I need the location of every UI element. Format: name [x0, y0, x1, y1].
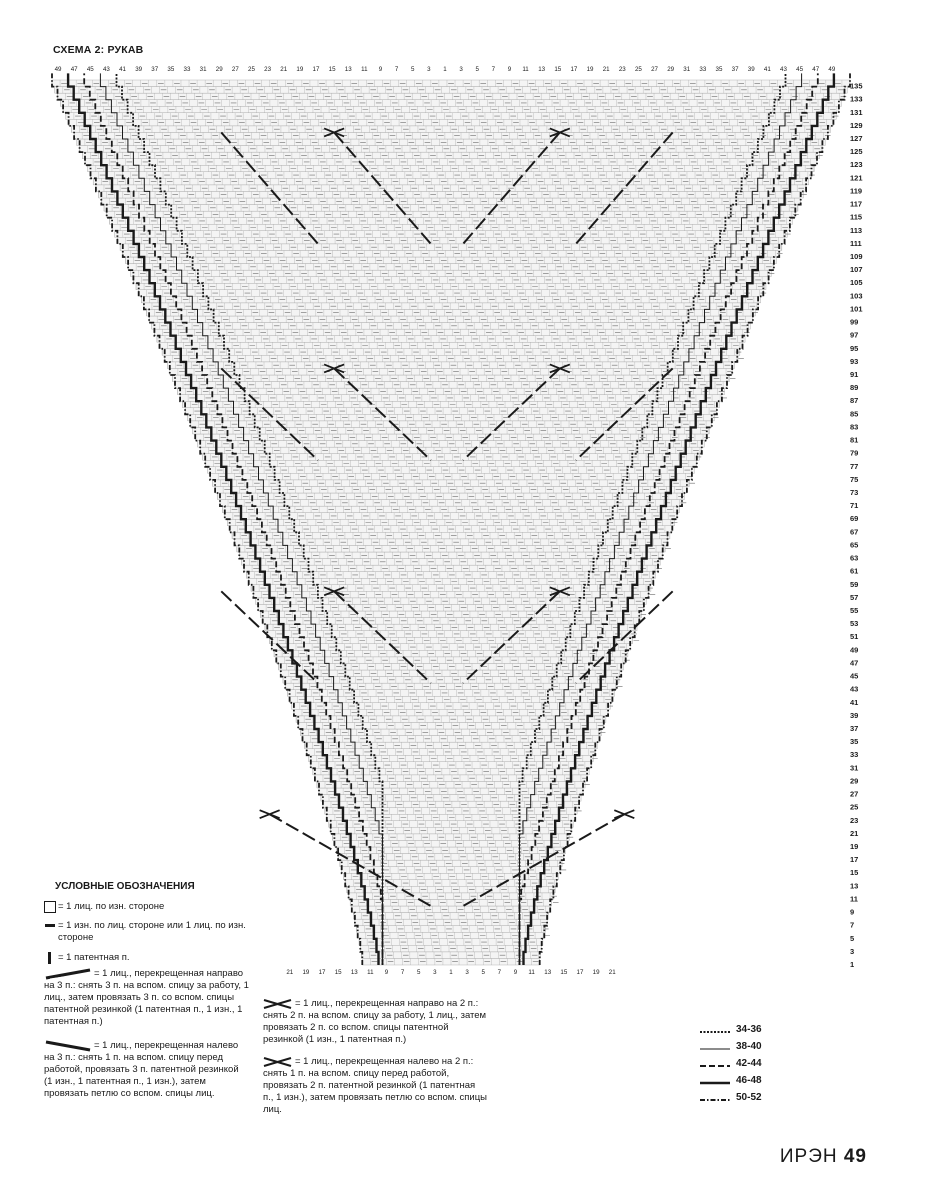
- chart-row: [239, 552, 662, 559]
- row-label: 37: [850, 724, 859, 733]
- bottom-stitch-label: 15: [334, 969, 342, 976]
- bottom-stitch-label: 13: [350, 969, 358, 976]
- top-stitch-label: 37: [731, 66, 739, 73]
- chart-row-grid: [208, 467, 692, 474]
- legend-title: УСЛОВНЫЕ ОБОЗНАЧЕНИЯ: [55, 881, 195, 892]
- row-label: 57: [850, 592, 859, 602]
- top-stitch-label: 15: [554, 66, 562, 73]
- chart-row: [281, 670, 621, 677]
- chart-row: [220, 500, 682, 507]
- row-label: 91: [850, 370, 859, 379]
- row-label: 59: [850, 579, 859, 589]
- left-cross-3-icon: [44, 1040, 94, 1052]
- row-label: 51: [850, 632, 859, 642]
- top-stitch-labels: [55, 66, 836, 73]
- top-stitch-label: 3: [427, 66, 431, 73]
- top-stitch-label: 33: [183, 66, 191, 73]
- chart-row: [270, 637, 633, 644]
- bottom-stitch-label: 5: [417, 969, 421, 976]
- row-label: 75: [850, 474, 859, 484]
- cable-cross: [614, 810, 634, 818]
- row-label: 101: [850, 304, 863, 314]
- row-label: 1: [850, 960, 855, 969]
- row-label: 117: [850, 199, 863, 209]
- top-stitch-label: 9: [378, 66, 383, 73]
- legend-item-right-cross-3: = 1 лиц., перекрещенная направо на 3 п.: снять 3 п. на вспом. спицу за работу, 1 лиц., затем провязать 3 п. со вспом. спицы патентной резинкой (1 патентная п., 1 изн., 1 патентная п.): [44, 968, 249, 1027]
- row-label: 65: [850, 540, 859, 550]
- bottom-stitch-label: 17: [318, 969, 326, 976]
- row-label: 77: [850, 461, 859, 471]
- top-stitch-label: 19: [296, 66, 304, 73]
- page-footer: [780, 1146, 867, 1168]
- row-label: 25: [850, 802, 859, 812]
- row-label: 63: [850, 553, 859, 563]
- row-label: 81: [850, 435, 859, 445]
- row-label: 95: [850, 343, 859, 353]
- row-label: 19: [850, 842, 859, 851]
- top-stitch-label: 35: [715, 66, 723, 73]
- chart-row: [285, 683, 617, 690]
- row-label: 33: [850, 750, 859, 760]
- vertical-bar-icon: [44, 952, 56, 964]
- thin-line-icon: [700, 1047, 730, 1051]
- top-stitch-label: 15: [328, 66, 336, 73]
- dotted-line-icon: [700, 1030, 730, 1034]
- bottom-stitch-label: 19: [302, 969, 310, 976]
- top-stitch-label: 13: [344, 66, 352, 73]
- chart-row: [267, 631, 634, 638]
- legend-item-patent: = 1 патентная п.: [44, 952, 244, 964]
- row-label: 49: [850, 645, 859, 655]
- dash-icon: [44, 920, 56, 932]
- size-key: [700, 1024, 780, 1109]
- top-stitch-label: 41: [119, 66, 126, 73]
- top-stitch-label: 23: [264, 66, 272, 73]
- row-labels: [850, 82, 863, 969]
- bottom-stitch-label: 15: [560, 969, 568, 976]
- cable-cross: [260, 810, 280, 818]
- top-stitch-label: 9: [507, 66, 512, 73]
- row-label: 5: [850, 933, 855, 943]
- top-stitch-label: 37: [151, 66, 159, 73]
- chart-row: [333, 834, 570, 841]
- magazine-name: ИРЭН: [779, 1146, 838, 1167]
- bottom-stitch-labels: [286, 969, 616, 976]
- top-stitch-label: 5: [475, 66, 479, 73]
- top-stitch-label: 31: [683, 66, 691, 73]
- row-label: 85: [850, 409, 859, 419]
- row-label: 47: [850, 658, 859, 668]
- page-number: 49: [843, 1146, 867, 1167]
- chart-row: [154, 329, 747, 336]
- chart-row: [109, 218, 792, 225]
- row-label: 15: [850, 868, 859, 878]
- row-label: 115: [850, 212, 863, 222]
- bottom-stitch-label: 7: [497, 969, 502, 976]
- row-label: 71: [850, 501, 859, 511]
- chart-row-grid: [205, 460, 689, 467]
- row-label: 127: [850, 134, 863, 143]
- bottom-stitch-label: 9: [513, 969, 518, 976]
- row-label: 45: [850, 671, 859, 681]
- chart-row: [71, 126, 830, 133]
- row-label: 9: [850, 907, 855, 917]
- row-label: 129: [850, 120, 863, 130]
- top-stitch-label: 29: [667, 66, 675, 73]
- left-cross-2-icon: [263, 1056, 293, 1068]
- size-row: 38-40: [700, 1041, 780, 1058]
- top-stitch-label: 49: [54, 66, 62, 73]
- row-label: 83: [850, 422, 859, 432]
- top-stitch-label: 13: [538, 66, 546, 73]
- top-stitch-label: 35: [167, 66, 175, 73]
- top-stitch-label: 25: [634, 66, 642, 73]
- chart-row-grid: [287, 690, 609, 697]
- thick-line-icon: [700, 1081, 730, 1085]
- legend-item-right-cross-2: = 1 лиц., перекрещенная направо на 2 п.: снять 2 п. на вспом. спицу за работу, 1 лиц., затем провязать 2 п. со вспом. спицы патентной резинкой (1 изн., 1 патентная п.): [263, 998, 487, 1045]
- chart-row: [58, 93, 845, 100]
- row-label: 17: [850, 855, 859, 865]
- top-stitch-label: 21: [602, 66, 610, 73]
- top-stitch-label: 49: [828, 66, 836, 73]
- top-stitch-label: 25: [248, 66, 255, 73]
- row-label: 125: [850, 147, 863, 157]
- bottom-stitch-label: 11: [367, 969, 374, 976]
- chart-row: [313, 768, 589, 775]
- top-stitch-label: 29: [215, 66, 223, 73]
- row-label: 61: [850, 566, 859, 576]
- chart-row: [210, 473, 692, 480]
- dash-dot-line-icon: [700, 1098, 730, 1102]
- row-label: 41: [850, 697, 859, 707]
- row-label: 21: [850, 828, 859, 838]
- chart-row: [77, 139, 825, 146]
- size-row: 46-48: [700, 1075, 780, 1092]
- row-label: 97: [850, 330, 859, 340]
- top-stitch-label: 31: [199, 66, 207, 73]
- row-label: 89: [850, 383, 859, 393]
- chart-row: [107, 211, 796, 218]
- row-label: 3: [850, 946, 855, 956]
- bottom-stitch-label: 3: [433, 969, 437, 976]
- row-label: 133: [850, 94, 863, 104]
- row-label: 119: [850, 186, 863, 196]
- row-label: 107: [850, 265, 863, 275]
- row-label: 79: [850, 448, 859, 458]
- chart-row: [175, 382, 727, 389]
- top-stitch-label: 43: [780, 66, 787, 73]
- bottom-stitch-label: 5: [481, 969, 485, 976]
- row-label: 93: [850, 356, 859, 366]
- bottom-stitch-label: 1: [449, 969, 453, 976]
- top-stitch-label: 27: [231, 66, 239, 73]
- row-label: 99: [850, 317, 859, 327]
- chart-row: [125, 257, 776, 264]
- chart-title: СХЕМА 2: РУКАВ: [53, 44, 144, 56]
- top-stitch-label: 39: [747, 66, 755, 73]
- top-stitch-label: 11: [361, 66, 368, 73]
- bottom-stitch-label: 13: [544, 969, 552, 976]
- empty-square-icon: [44, 901, 56, 913]
- top-stitch-label: 17: [570, 66, 578, 73]
- top-stitch-label: 19: [586, 66, 594, 73]
- bottom-stitch-label: 3: [465, 969, 469, 976]
- chart-row: [60, 100, 841, 107]
- bottom-stitch-label: 11: [528, 969, 535, 976]
- top-stitch-label: 47: [812, 66, 820, 73]
- size-row: 34-36: [700, 1024, 780, 1041]
- bottom-stitch-label: 21: [286, 969, 294, 976]
- row-label: 7: [850, 920, 855, 930]
- legend-item-left-cross-3: = 1 лиц., перекрещенная налево на 3 п.: снять 1 п. на вспом. спицу перед работой, провязать 3 п. патентной резинкой (1 изн., 1 патентная п., 1 изн.), затем провязать петлю со вспом. спицы лиц.: [44, 1040, 239, 1099]
- row-label: 39: [850, 710, 859, 720]
- top-stitch-label: 27: [651, 66, 658, 73]
- right-cross-2-icon: [263, 998, 293, 1010]
- size-row: 42-44: [700, 1058, 780, 1075]
- top-stitch-label: 5: [410, 66, 415, 73]
- row-label: 121: [850, 173, 863, 183]
- row-label: 103: [850, 291, 863, 301]
- top-stitch-label: 11: [522, 66, 529, 73]
- row-label: 35: [850, 737, 859, 747]
- legend-item-purl: = 1 изн. по лиц. стороне или 1 лиц. по изн. стороне: [44, 920, 249, 944]
- row-label: 131: [850, 107, 863, 117]
- chart-row: [172, 375, 729, 382]
- chart-row: [152, 323, 751, 330]
- top-stitch-label: 17: [312, 66, 320, 73]
- bottom-stitch-label: 17: [576, 969, 584, 976]
- bottom-stitch-label: 9: [384, 969, 389, 976]
- top-stitch-label: 43: [102, 66, 110, 73]
- row-label: 69: [850, 514, 859, 524]
- row-label: 29: [850, 776, 859, 786]
- top-stitch-label: 7: [394, 66, 399, 73]
- row-label: 123: [850, 160, 863, 170]
- chart-row: [287, 690, 614, 697]
- top-stitch-label: 33: [699, 66, 707, 73]
- row-label: 105: [850, 278, 863, 288]
- row-label: 43: [850, 684, 859, 694]
- top-stitch-label: 3: [459, 66, 463, 73]
- top-stitch-label: 39: [135, 66, 143, 73]
- chart-row-grid: [125, 257, 770, 264]
- row-label: 113: [850, 225, 863, 235]
- chart-row: [347, 886, 555, 893]
- row-label: 13: [850, 881, 859, 891]
- top-stitch-label: 45: [86, 66, 94, 73]
- top-stitch-label: 1: [443, 66, 447, 73]
- top-stitch-label: 41: [763, 66, 771, 73]
- bottom-stitch-label: 21: [608, 969, 616, 976]
- row-label: 73: [850, 488, 859, 497]
- row-label: 55: [850, 606, 859, 615]
- top-stitch-label: 47: [70, 66, 78, 73]
- dashed-line-icon: [700, 1064, 730, 1068]
- chart-row-grid: [128, 264, 773, 271]
- chart-row: [222, 506, 679, 513]
- top-stitch-label: 45: [796, 66, 804, 73]
- row-label: 109: [850, 252, 863, 261]
- row-label: 23: [850, 815, 859, 825]
- top-stitch-label: 7: [491, 66, 496, 73]
- bottom-stitch-label: 7: [400, 969, 405, 976]
- top-stitch-label: 21: [280, 66, 288, 73]
- row-label: 87: [850, 396, 859, 406]
- legend-item-knit: = 1 лиц. по изн. стороне: [44, 901, 244, 913]
- row-label: 111: [850, 238, 862, 248]
- top-stitch-label: 23: [618, 66, 626, 73]
- legend-item-left-cross-2: = 1 лиц., перекрещенная налево на 2 п.: снять 1 п. на вспом. спицу перед работой, провязать 2 п. патентной резинкой (1 патентная п., 1 изн.), затем провязать петлю со вспом. спицы лиц.: [263, 1056, 488, 1115]
- row-label: 31: [850, 763, 859, 773]
- row-label: 11: [850, 894, 858, 904]
- right-cross-3-icon: [44, 968, 94, 980]
- row-label: 67: [850, 527, 859, 537]
- bottom-stitch-label: 19: [592, 969, 600, 976]
- size-row: 50-52: [700, 1092, 780, 1109]
- row-label: 135: [850, 81, 863, 91]
- row-label: 27: [850, 789, 859, 799]
- row-label: 53: [850, 619, 859, 629]
- chart-row: [315, 775, 587, 782]
- chart-row: [334, 840, 567, 847]
